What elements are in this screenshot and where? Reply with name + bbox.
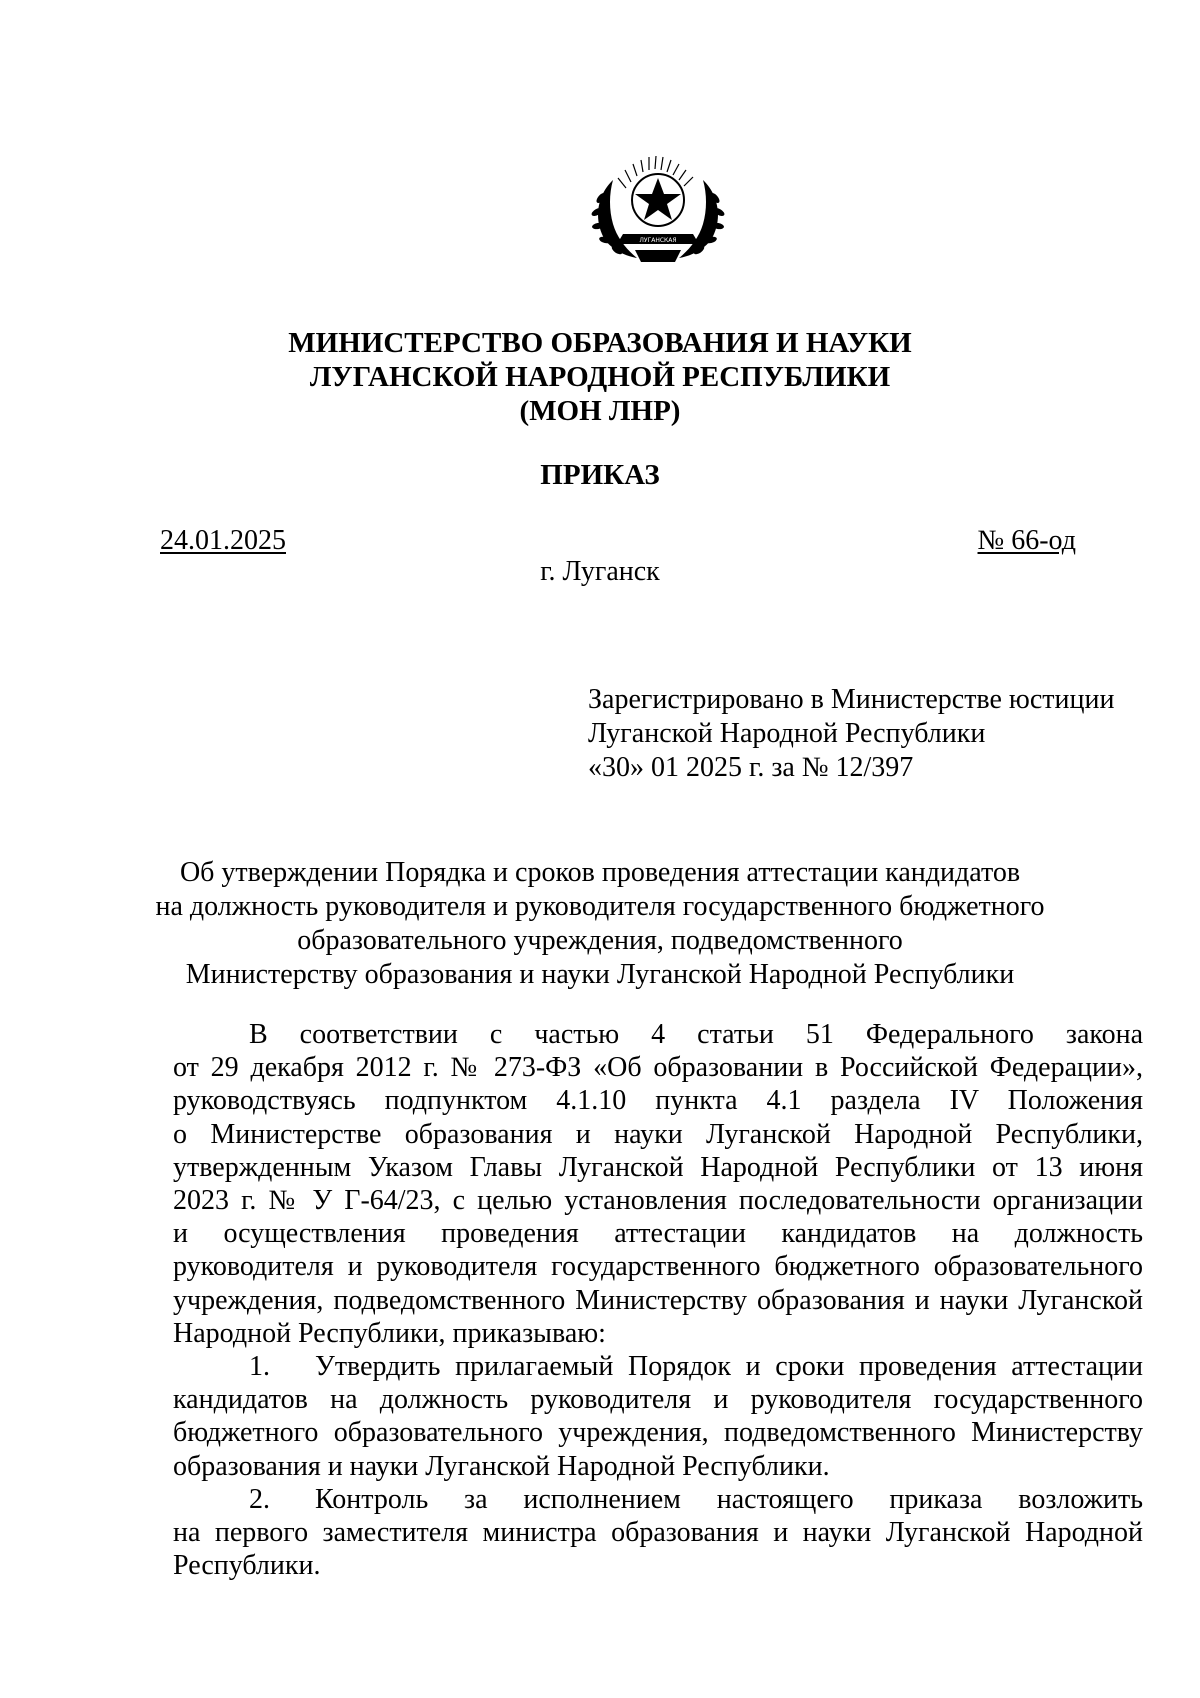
subject-line-1: Об утверждении Порядка и сроков проведения аттестации кандидатов [179,857,1021,888]
item-2-number: 2. [249,1483,270,1515]
item-1-line: кандидатов на должность руководителя и руководителя государственного [173,1384,1143,1416]
item-2-text: Контроль за исполнением настоящего приказа возложить [315,1483,1143,1515]
preamble-line: 2023 г. № У Г-64/23, с целью установления последовательности организации [173,1185,1143,1217]
item-1-first-line [173,1350,1143,1383]
preamble-line: руководствуясь подпунктом 4.1.10 пункта 4.1 раздела IV Положения [173,1085,1143,1117]
ministry-name-line-2: ЛУГАНСКОЙ НАРОДНОЙ РЕСПУБЛИКИ [309,361,891,393]
registration-note [588,683,1115,785]
order-body [173,1018,1143,1582]
ministry-header [0,326,1200,428]
item-1-line: бюджетного образовательного учреждения, подведомственного Министерству [173,1417,1143,1449]
preamble-line: учреждения, подведомственного Министерству образования и науки Луганской [173,1284,1143,1316]
item-2-line: Республики. [173,1550,321,1582]
subject-line-3: образовательного учреждения, подведомственного [297,925,903,956]
registration-line-3: «30» 01 2025 г. за № 12/397 [588,752,914,783]
coat-of-arms-icon [583,140,733,270]
preamble-line: Народной Республики, приказываю: [173,1317,606,1349]
registration-line-2: Луганской Народной Республики [588,718,986,749]
item-1-number: 1. [249,1351,270,1383]
preamble-line: и осуществления проведения аттестации кандидатов на должность [173,1218,1143,1250]
ministry-name-line-1: МИНИСТЕРСТВО ОБРАЗОВАНИЯ И НАУКИ [288,327,912,359]
preamble-line: о Министерстве образования и науки Луганской Народной Республики, [173,1118,1143,1150]
subject-line-4: Министерству образования и науки Луганской Народной Республики [185,959,1015,990]
svg-text:ЛУГАНСКАЯ: ЛУГАНСКАЯ [639,237,677,244]
item-1-line: образования и науки Луганской Народной Республики. [173,1450,830,1482]
order-date: 24.01.2025 [160,525,286,556]
registration-line-1: Зарегистрировано в Министерстве юстиции [588,684,1115,715]
item-1-text: Утвердить прилагаемый Порядок и сроки проведения аттестации [315,1351,1143,1383]
preamble-line: В соответствии с частью 4 статьи 51 Федерального закона [249,1019,1143,1050]
ministry-abbreviation: (МОН ЛНР) [519,395,681,427]
preamble-line: утвержденным Указом Главы Луганской Народной Республики от 13 июня [173,1151,1143,1183]
order-number: № 66-од [977,525,1076,556]
document-type-title: ПРИКАЗ [540,459,660,491]
order-subject [0,856,1200,992]
city-name: г. Луганск [540,556,660,587]
item-2-first-line [173,1483,1143,1516]
preamble-line: руководителя и руководителя государственного бюджетного образовательного [173,1251,1143,1283]
item-2-line: на первого заместителя министра образования и науки Луганской Народной [173,1517,1143,1549]
subject-line-2: на должность руководителя и руководителя государственного бюджетного [155,891,1045,922]
preamble-line: от 29 декабря 2012 г. № 273-ФЗ «Об образовании в Российской Федерации», [173,1052,1143,1084]
